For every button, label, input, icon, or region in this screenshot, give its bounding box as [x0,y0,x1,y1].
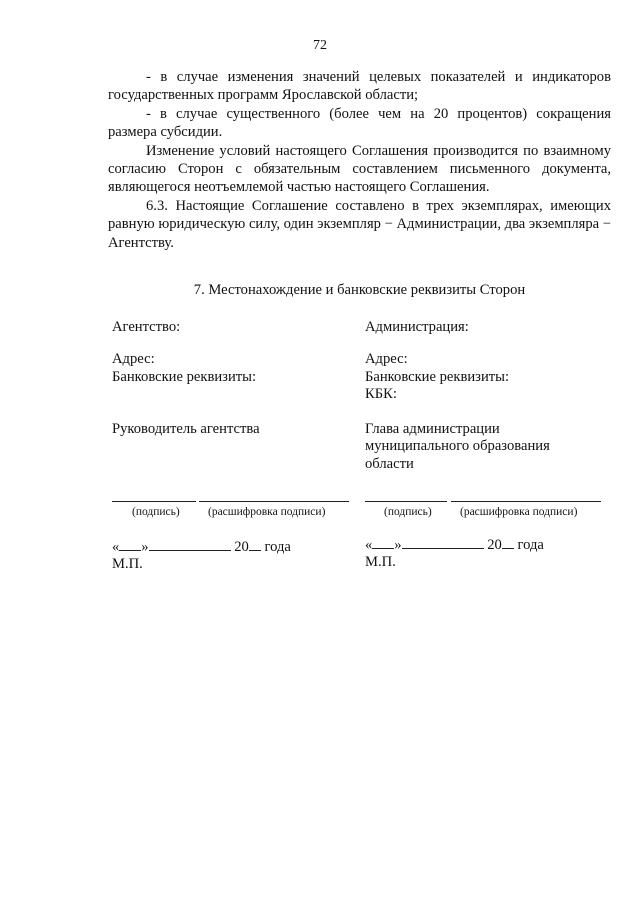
agency-signature-line [112,501,196,502]
agency-bank-label: Банковские реквизиты: [112,369,256,385]
agency-day-blank [119,539,141,551]
administration-address-label: Адрес: [365,351,408,367]
administration-kbk-label: КБК: [365,386,397,402]
administration-date-field: « » 20 года [365,537,544,553]
agency-address-label: Адрес: [112,351,155,367]
administration-year-blank [502,537,514,549]
agency-head-title: Руководитель агентства [112,421,260,437]
administration-party-label: Администрация: [365,319,469,335]
agency-month-blank [149,539,231,551]
paragraph-copies: 6.3. Настоящие Соглашение составлено в трех экземплярах, имеющих равную юридическую силу, один экземпляр − Администрации, два экземпляра − Агентству. [108,197,612,251]
administration-signature-caption: (подпись) [384,506,432,518]
agency-party-label: Агентство: [112,319,181,335]
agency-year-blank [249,539,261,551]
administration-signature-line [365,501,447,502]
administration-bank-label: Банковские реквизиты: [365,369,509,385]
agreement-body-text [108,68,611,252]
paragraph-amendment-terms: Изменение условий настоящего Соглашения производится по взаимному согласию Сторон с обязательным составлением письменного документа, являющегося неотъемлемой частью настоящего Соглашения. [108,142,611,196]
administration-day-blank [372,537,394,549]
administration-head-title-line1: Глава администрации [365,421,500,437]
administration-decode-caption: (расшифровка подписи) [460,506,578,518]
agency-signature-caption: (подпись) [132,506,180,518]
administration-stamp-label: М.П. [365,554,396,570]
paragraph-subsidy-reduction: - в случае существенного (более чем на 20 процентов) сокращения размера субсидии. [108,105,611,141]
administration-month-blank [402,537,484,549]
agency-stamp-label: М.П. [112,556,143,572]
paragraph-indicators-change: - в случае изменения значений целевых показателей и индикаторов государственных программ Ярославской области; [108,69,611,104]
page-number: 72 [313,38,327,53]
agency-decode-caption: (расшифровка подписи) [208,506,326,518]
administration-head-title-line2: муниципального образования [365,438,550,454]
administration-decode-line [451,501,601,502]
administration-head-title-line3: области [365,456,414,472]
agency-decode-line [199,501,349,502]
agency-date-field: « » 20 года [112,539,291,555]
section-title: 7. Местонахождение и банковские реквизиты Сторон [193,282,526,298]
